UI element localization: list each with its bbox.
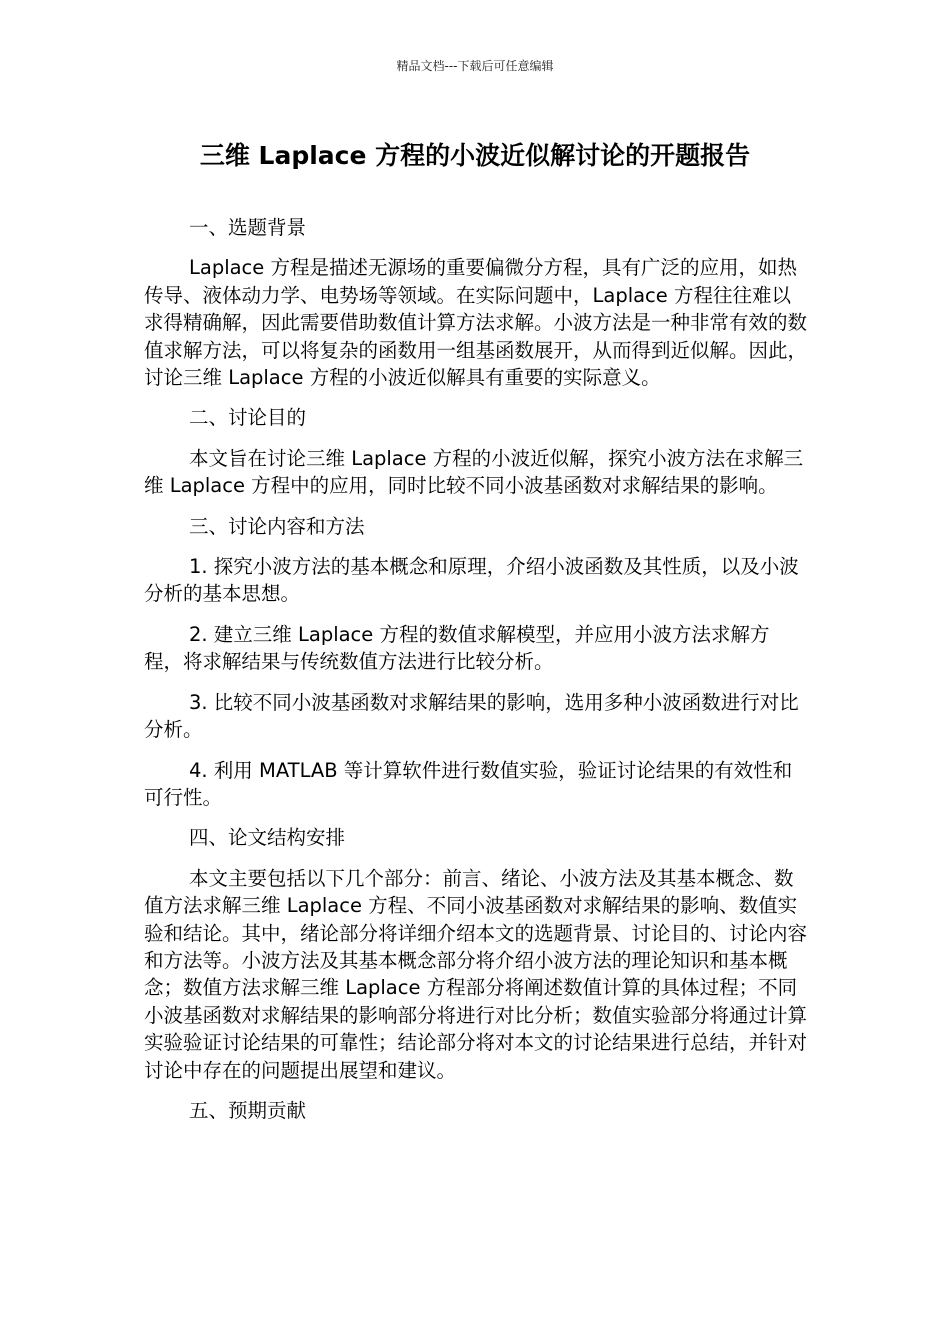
list-item-1: 1. 探究小波方法的基本概念和原理，介绍小波函数及其性质，以及小波分析的基本思想。 [144, 555, 799, 606]
list-item-4: 4. 利用 MATLAB 等计算软件进行数值实验，验证讨论结果的有效性和可行性。 [144, 758, 793, 809]
section-heading-background: 一、选题背景 [189, 216, 307, 239]
list-item-2: 2. 建立三维 Laplace 方程的数值求解模型，并应用小波方法求解方程，将求解结果与传统数值方法进行比较分析。 [144, 622, 770, 674]
list-item-3: 3. 比较不同小波基函数对求解结果的影响，选用多种小波函数进行对比分析。 [144, 690, 799, 742]
section-heading-structure: 四、论文结构安排 [189, 826, 346, 850]
section-heading-contribution: 五、预期贡献 [189, 1098, 307, 1122]
page-header-note: 精品文档---下载后可任意编辑 [396, 59, 554, 73]
section-heading-purpose: 二、讨论目的 [189, 406, 307, 430]
section-heading-content-methods: 三、讨论内容和方法 [189, 514, 365, 538]
document-body [144, 214, 808, 1137]
paragraph-purpose: 本文旨在讨论三维 Laplace 方程的小波近似解，探究小波方法在求解三维 Laplace 方程中的应用，同时比较不同小波基函数对求解结果的影响。 [144, 446, 804, 498]
paragraph-structure: 本文主要包括以下几个部分：前言、绪论、小波方法及其基本概念、数值方法求解三维 Laplace 方程、不同小波基函数对求解结果的影响、数值实验和结论。其中，绪论部分将详细介绍本文的选题背景、讨论目的、讨论内容和方法等。小波方法及其基本概念部分将介绍小波方法的理论知识和基本概念；数值方法求解三维 Laplace 方程部分将阐述数值计算的具体过程；不同小波基函数对求解结果的影响部分将进行对比分析；数值实验部分将通过计算实验验证讨论结果的可靠性；结论部分将对本文的讨论结果进行总结，并针对讨论中存在的问题提出展望和建议。 [144, 866, 808, 1082]
document-title: 三维 Laplace 方程的小波近似解讨论的开题报告 [199, 141, 751, 170]
paragraph-background: Laplace 方程是描述无源场的重要偏微分方程，具有广泛的应用，如热传导、液体动力学、电势场等领域。在实际问题中，Laplace 方程往往难以求得精确解，因此需要借助数值计算方法求解。小波方法是一种非常有效的数值求解方法，可以将复杂的函数用一组基函数展开，从而得到近似解。因此，讨论三维 Laplace 方程的小波近似解具有重要的实际意义。 [144, 256, 808, 390]
